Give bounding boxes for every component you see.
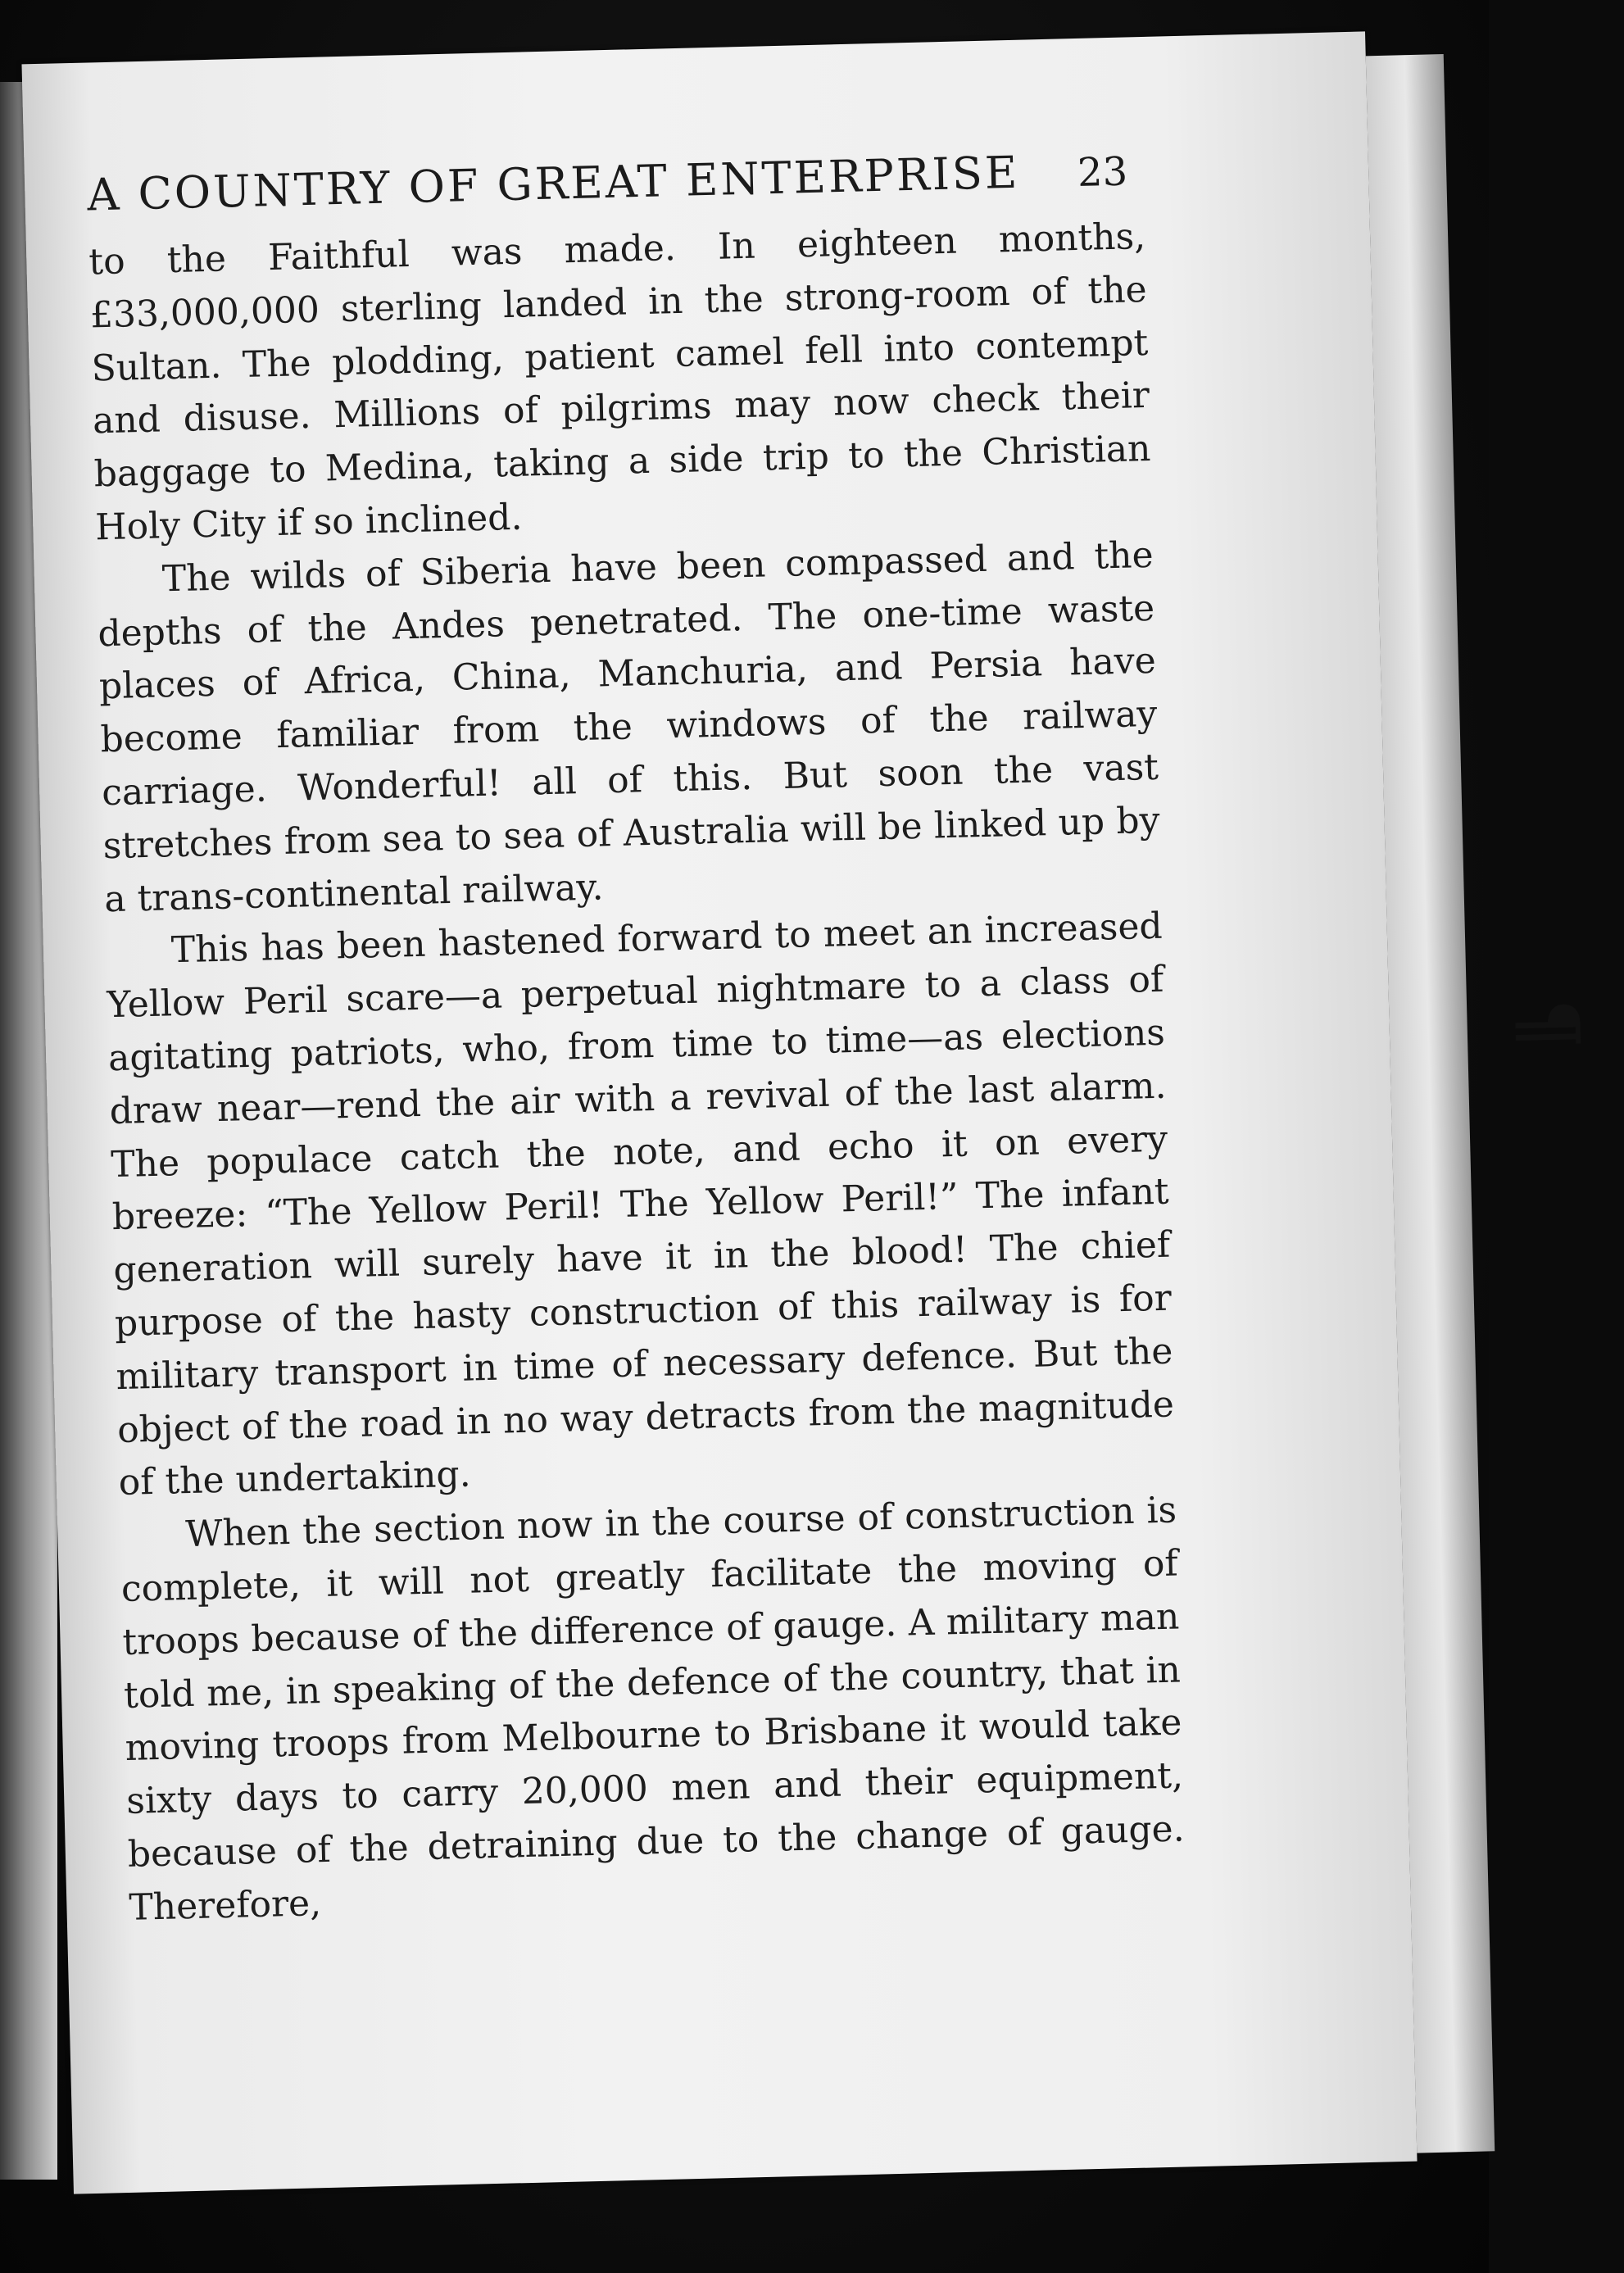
paragraph-4: When the section now in the course of construction is complete, it will not greatly facilitate the moving of troops because of the difference of gauge. A military man told me, in speaking of the defence of the country, that in moving troops from Melbourne to Brisbane it would take sixty days to carry 20,000 men and their equipment, because of the detraining due to the change of gauge. Therefore,: [120, 1489, 1186, 1929]
body-text: [88, 211, 1186, 1935]
paragraph-1: to the Faithful was made. In eighteen months, £33,000,000 sterling landed in the strong-room of the Sultan. The plodding, patient camel fell into contempt and disuse. Millions of pilgrims may now check their baggage to Medina, taking a side trip to the Christian Holy City if so inclined.: [88, 215, 1151, 549]
paragraph-3: This has been hastened forward to meet an increased Yellow Peril scare—a perpetual nightmare to a class of agitating patriots, who, from time to time—as elections draw near—rend the air with a revival of the last alarm. The populace catch the note, and echo it on every breeze: “The Yellow Peril! The Yellow Peril!” The infant generation will surely have it in the blood! The chief purpose of the hasty construction of this railway is for military transport in time of necessary defence. But the object of the road in no way detracts from the magnitude of the undertaking.: [106, 905, 1175, 1504]
page-header: [87, 143, 1128, 220]
spine-mark: ¶: [1503, 997, 1598, 1050]
running-head: A COUNTRY OF GREAT ENTERPRISE: [86, 146, 1021, 221]
book-page: [21, 31, 1598, 2194]
page-edge-strip: [1366, 54, 1598, 2153]
paragraph-2: The wilds of Siberia have been compassed and the depths of the Andes penetrated. The one-time waste places of Africa, China, Manchuria, and Persia have become familiar from the windows of the railway carriage. Wonderful! all of this. But soon the vast stretches from sea to sea of Australia will be linked up by a trans-continental railway.: [97, 533, 1161, 920]
page-number: 23: [1077, 148, 1128, 196]
